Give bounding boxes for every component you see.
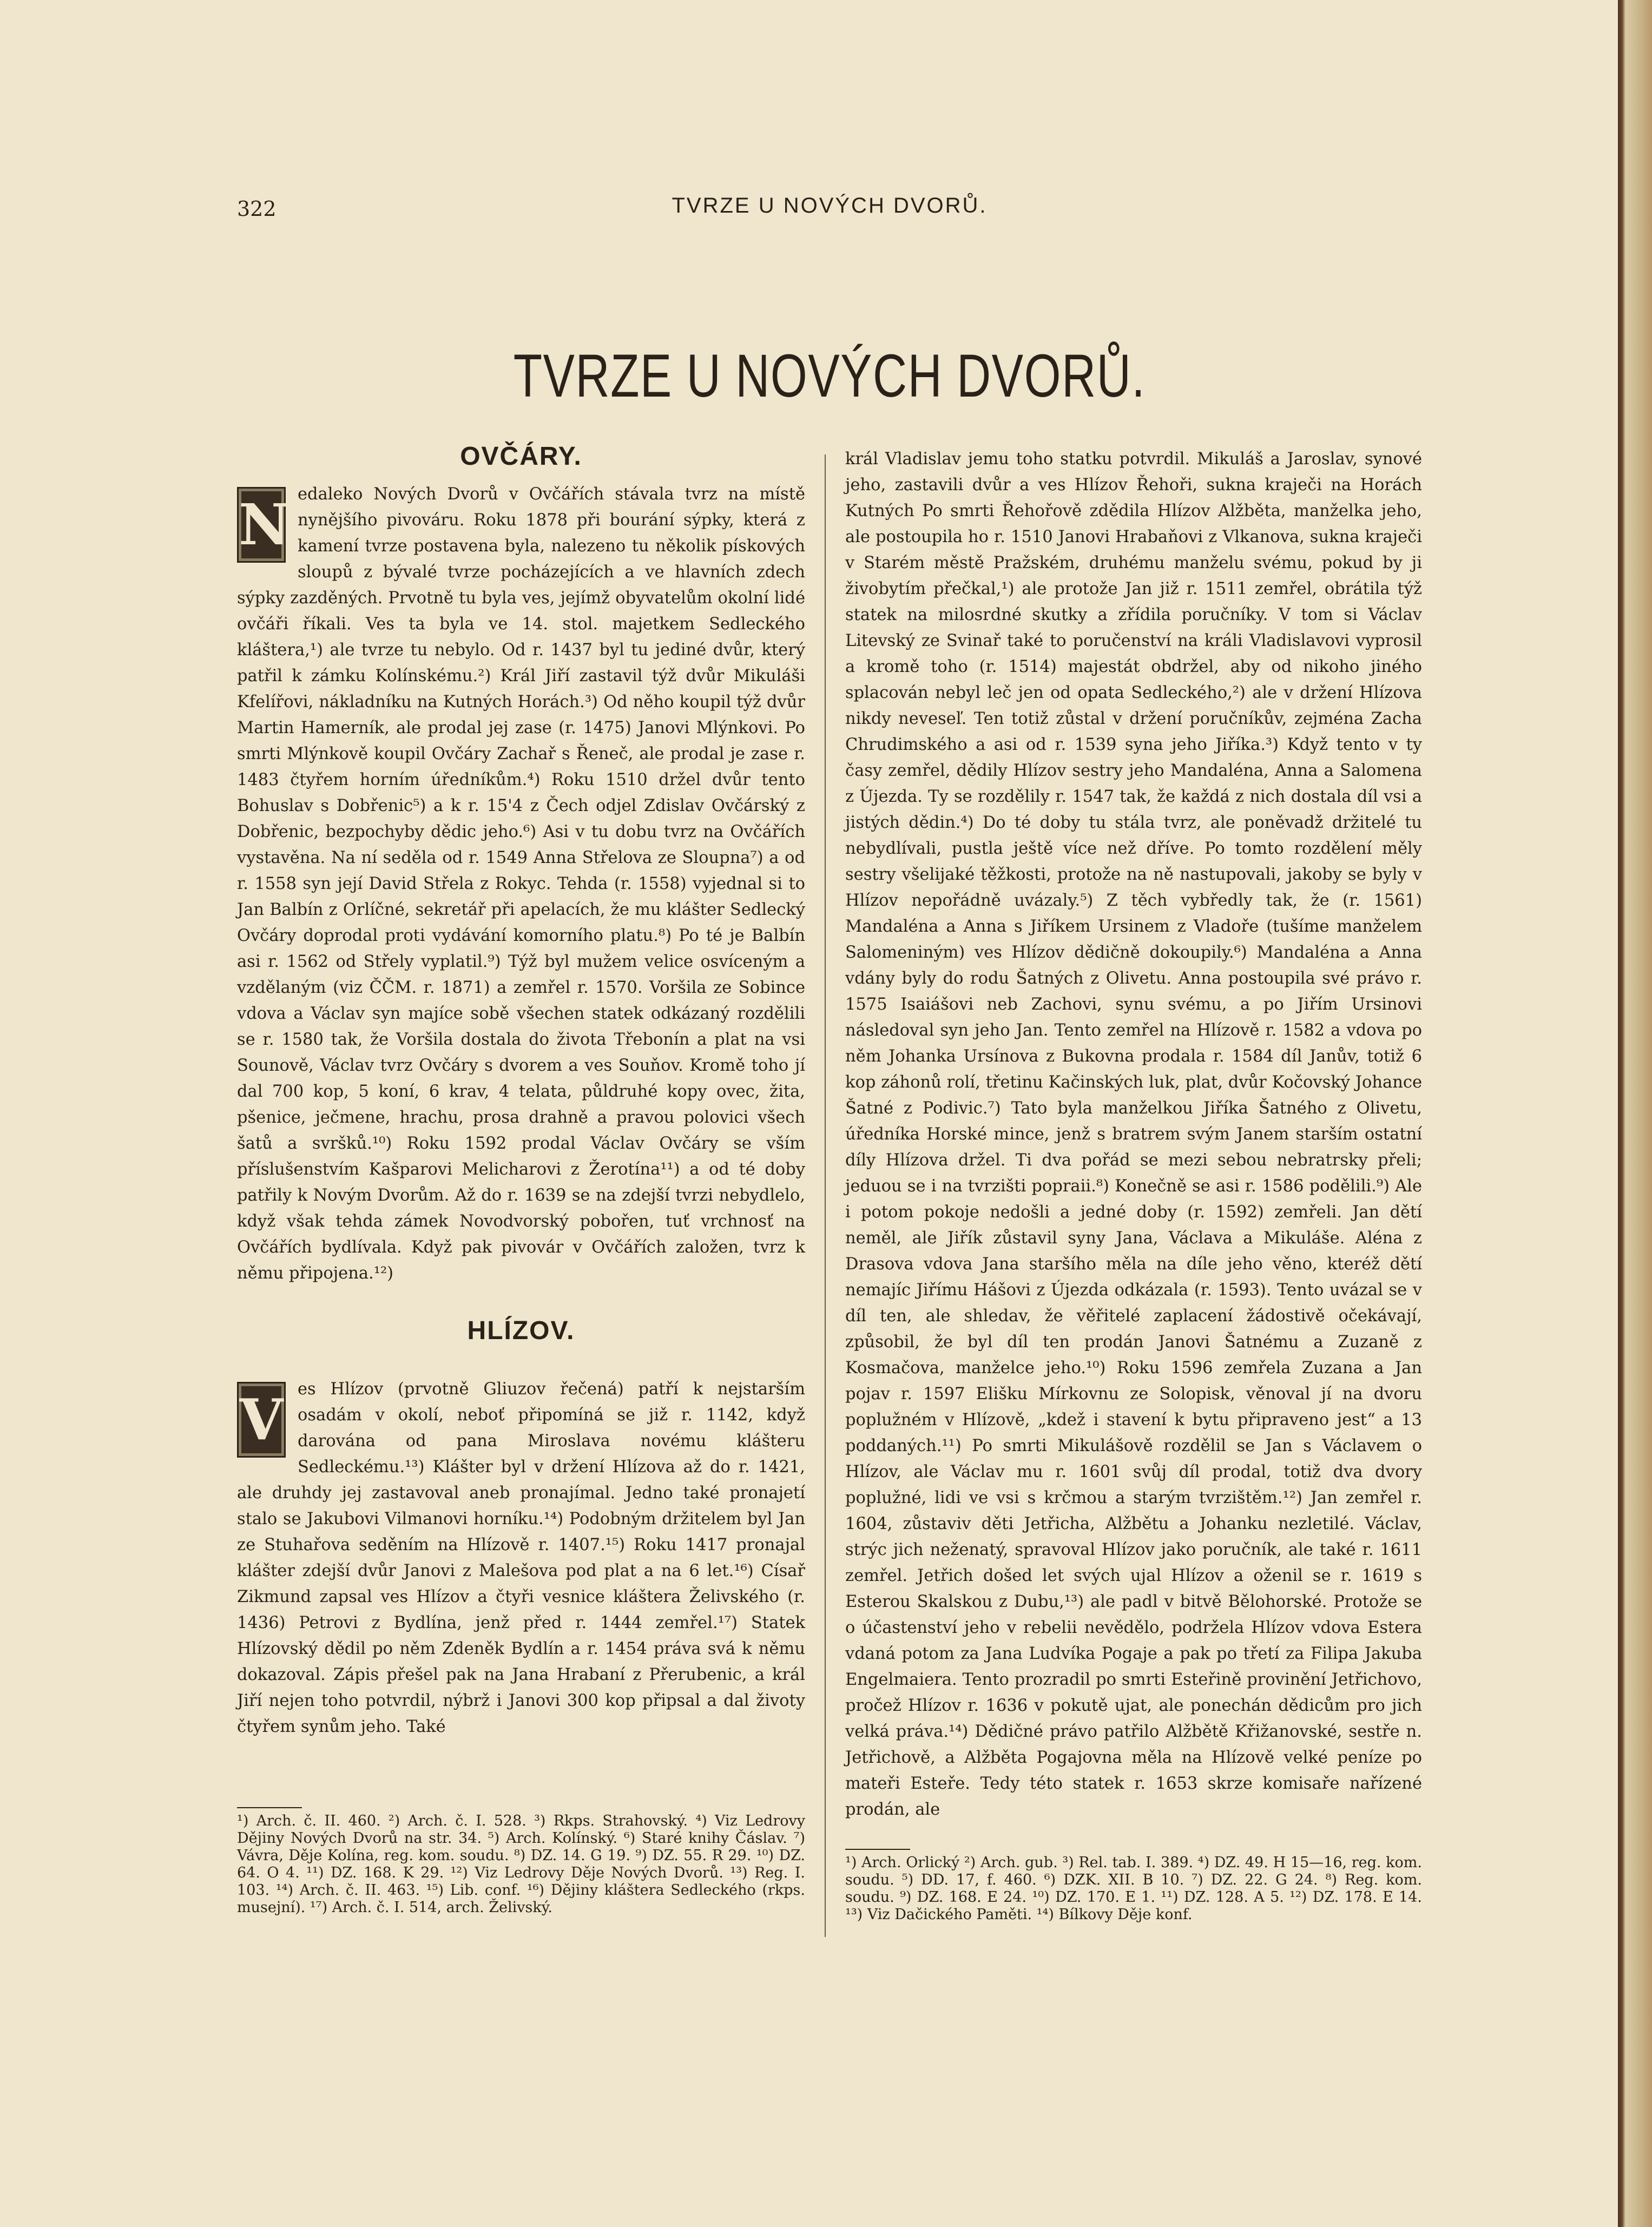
footnotes-right	[845, 1849, 1422, 1923]
footnote-rule	[845, 1849, 910, 1850]
paragraph-hlizov-text: es Hlízov (prvotně Gliuzov řečená) patří k nejstarším osadám v okolí, neboť připomíná se již r. 1142, když darována od pana Miroslava novému klášteru Sedleckému.¹³) Klášter byl v držení Hlízova až do r. 1421, ale druhdy jej zastavoval aneb pronajímal. Jedno také pronajetí stalo se Jakubovi Vilmanovi horníku.¹⁴) Podobným držitelem byl Jan ze Stuhařova seděním na Hlízově r. 1407.¹⁵) Roku 1417 pronajal klášter zdejší dvůr Janovi z Malešova pod plat a na 6 let.¹⁶) Císař Zikmund zapsal ves Hlízov a čtyři vesnice kláštera Želivského (r. 1436) Petrovi z Bydlína, jenž před r. 1444 zemřel.¹⁷) Statek Hlízovský dědil po něm Zdeněk Bydlín a r. 1454 práva svá k němu dokazoval. Zápis přešel pak na Jana Hrabaní z Přerubenic, a král Jiří nejen toho potvrdil, nýbrž i Janovi 300 kop připsal a dal životy čtyřem synům jeho. Také	[237, 1380, 805, 1736]
page-number: 322	[237, 197, 277, 221]
section-heading-ovcary: OVČÁRY.	[460, 442, 582, 471]
page-header	[237, 194, 1422, 226]
paragraph-hlizov	[237, 1376, 805, 1740]
footnotes-left	[237, 1807, 805, 1916]
footnotes-left-text: ¹) Arch. č. II. 460. ²) Arch. č. I. 528. ³) Rkps. Strahovský. ⁴) Viz Ledrovy Dějiny Nových Dvorů na str. 34. ⁵) Arch. Kolínský. ⁶) Staré knihy Čáslav. ⁷) Vávra, Děje Kolína, reg. kom. soudu. ⁸) DZ. 14. G 19. ⁹) DZ. 55. R 29. ¹⁰) DZ. 64. O 4. ¹¹) DZ. 168. K 29. ¹²) Viz Ledrovy Děje Nových Dvorů. ¹³) Reg. I. 103. ¹⁴) Arch. č. II. 463. ¹⁵) Lib. conf. ¹⁶) Dějiny kláštera Sedleckého (rkps. musejní). ¹⁷) Arch. č. I. 514, arch. Želivský.	[237, 1813, 805, 1916]
chapter-title: TVRZE U NOVÝCH DVORŮ.	[513, 342, 1146, 410]
paragraph-hlizov-continued: král Vladislav jemu toho statku potvrdil. Mikuláš a Jaroslav, synové jeho, zastavili dvůr a ves Hlízov Řehoři, sukna kraječi na Horách Kutných Po smrti Řehořově zdědila Hlízov Alžběta, manželka jeho, ale postoupila ho r. 1510 Janovi Hrabaňovi z Vlkanova, sukna kraječi v Starém městě Pražském, druhému manželu svému, pokud by ji živobytím přečkal,¹) ale protože Jan již r. 1511 zemřel, obrátila týž statek na milosrdné skutky a zřídila poručníky. V tom si Václav Litevský ze Svinař také to poručenství na králi Vladislavovi vyprosil a kromě toho (r. 1514) majestát obdržel, aby od nikoho jiného splacován nebyl leč jen od opata Sedleckého,²) ale v držení Hlízova nikdy neveseľ. Ten totiž zůstal v držení poručníkův, zejména Zacha Chrudimského a asi od r. 1539 syna jeho Jiříka.³) Když tento v ty časy zemřel, dědily Hlízov sestry jeho Mandaléna, Anna a Salomena z Újezda. Ty se rozdělily r. 1547 tak, že každá z nich dostala díl vsi a jistých dědin.⁴) Do té doby tu stála tvrz, ale poněvadž držitelé tu nebydlívali, pustla ještě více než dříve. Po tomto rozdělení měly sestry všelijaké těžkosti, protože na ně nastupovali, jakoby se byly v Hlízov nepořádně uvázaly.⁵) Z těch vybředly tak, že (r. 1561) Mandaléna a Anna s Jiříkem Ursinem z Vladoře (tušíme manželem Salomeniným) ves Hlízov dědičně dokoupily.⁶) Mandaléna a Anna vdány byly do rodu Šatných z Olivetu. Anna postoupila své právo r. 1575 Isaiášovi neb Zachovi, synu svému, a po Jiřím Ursinovi následoval syn jeho Jan. Tento zemřel na Hlízově r. 1582 a vdova po něm Johanka Ursínova z Bukovna prodala r. 1584 díl Janův, totiž 6 kop záhonů rolí, třetinu Kačinských luk, plat, dvůr Kočovský Johance Šatné z Podivic.⁷) Tato byla manželkou Jiříka Šatného z Olivetu, úředníka Horské mince, jenž s bratrem svým Janem starším ostatní díly Hlízova držel. Ti dva pořád se mezi sebou nebratrsky přeli; jeduou se i na tvrzišti popraii.⁸) Konečně se asi r. 1586 podělili.⁹) Ale i potom pokoje nedošli a jedné doby (r. 1592) zemřeli. Jan dětí neměl, ale Jiřík zůstavil syny Jana, Václava a Mikuláše. Aléna z Drasova vdova Jana staršího měla na díle jeho věno, kteréž dětí nemajíc Jiřímu Hášovi z Újezda odkázala (r. 1593). Tento uvázal se v díl ten, ale shledav, že věřitelé zaplacení žádostivě očekávají, způsobil, že byl díl ten prodán Janovi Šatnému a Zuzaně z Kosmačova, manželce jeho.¹⁰) Roku 1596 zemřela Zuzana a Jan pojav r. 1597 Elišku Mírkovnu ze Solopisk, věnoval jí na dvoru poplužném v Hlízově, „kdež i stavení k bytu připraveno jest“ a 13 poddaných.¹¹) Po smrti Mikulášově rozdělil se Jan s Václavem o Hlízov, ale Václav mu r. 1601 svůj díl prodal, totiž dva dvory poplužné, lidi ve vsi s krčmou a starým tvrzištěm.¹²) Jan zemřel r. 1604, zůstaviv děti Jetřicha, Alžbětu a Johanku nezletilé. Václav, strýc jich neženatý, spravoval Hlízov jako poručník, ale také r. 1611 zemřel. Jetřich došed let svých ujal Hlízov a oženil se r. 1619 s Esterou Skalskou z Dubu,¹³) ale padl v bitvě Bělohorské. Protože se o účastenství jeho v rebelii nevědělo, podržela Hlízov vdova Estera vdaná potom za Jana Ludvíka Pogaje a pak po třetí za Filipa Jakuba Engelmaiera. Tento prozradil po smrti Esteřině provinění Jetřichovo, pročež Hlízov r. 1636 v pokutě ujat, ale ponechán dědicům pro jich velká práva.¹⁴) Dědičné právo patřilo Alžbětě Křižanovské, sestře n. Jetřichově, a Alžběta Pogajovna měla na Hlízově velké peníze po mateři Esteře. Tedy této statek r. 1653 skrze komisaře nařízené prodán, ale	[845, 450, 1422, 1819]
footnotes-right-text: ¹) Arch. Orlický ²) Arch. gub. ³) Rel. tab. I. 389. ⁴) DZ. 49. H 15—16, reg. kom. soudu. ⁵) DD. 17, f. 460. ⁶) DZK. XII. B 10. ⁷) DZ. 22. G 24. ⁸) Reg. kom. soudu. ⁹) DZ. 168. E 24. ¹⁰) DZ. 170. E 1. ¹¹) DZ. 128. A 5. ¹²) DZ. 178. E 14. ¹³) Viz Dačického Paměti. ¹⁴) Bílkovy Děje konf.	[845, 1854, 1422, 1923]
footnote-rule	[237, 1807, 302, 1808]
drop-cap-n: N	[237, 487, 286, 563]
drop-cap-v: V	[237, 1382, 286, 1458]
page-edge-binding	[1618, 0, 1652, 2227]
left-column	[237, 444, 805, 1740]
right-column	[845, 446, 1422, 1823]
paragraph-ovcary	[237, 482, 805, 1287]
column-divider	[825, 454, 826, 1937]
running-head: TVRZE U NOVÝCH DVORŮ.	[672, 194, 988, 218]
section-heading-hlizov: HLÍZOV.	[467, 1316, 575, 1345]
paragraph-ovcary-text: edaleko Nových Dvorů v Ovčářích stávala tvrz na místě nynějšího pivováru. Roku 1878 při bourání sýpky, která z kamení tvrze postavena byla, nalezeno tu několik pískových sloupů z bývalé tvrze pocházejících a ve hlavních zdech sýpky zazděných. Prvotně tu byla ves, jejímž obyvatelům okolní lidé ovčáři říkali. Ves ta byla ve 14. stol. majetkem Sedleckého kláštera,¹) ale tvrze tu nebylo. Od r. 1437 byl tu jediné dvůr, který patřil k zámku Kolínskému.²) Král Jiří zastavil týž dvůr Mikuláši Kfelířovi, nákladníku na Kutných Horách.³) Od něho koupil týž dvůr Martin Hamerník, ale prodal jej zase (r. 1475) Janovi Mlýnkovi. Po smrti Mlýnkově koupil Ovčáry Zachař s Řeneč, ale prodal je zase r. 1483 čtyřem horním úředníkům.⁴) Roku 1510 držel dvůr tento Bohuslav s Dobřenic⁵) a k r. 15'4 z Čech odjel Zdislav Ovčárský z Dobřenic, bezpochyby dědic jeho.⁶) Asi v tu dobu tvrz na Ovčářích vystavěna. Na ní seděla od r. 1549 Anna Střelova ze Sloupna⁷) a od r. 1558 syn její David Střela z Rokyc. Tehda (r. 1558) vyjednal si to Jan Balbín z Orlíčné, sekretář při apelacích, že mu klášter Sedlecký Ovčáry doprodal proti vydávání komorního platu.⁸) Po té je Balbín asi r. 1562 od Střely vyplatil.⁹) Týž byl mužem velice osvíceným a vzdělaným (viz ČČM. r. 1871) a zemřel r. 1570. Voršila ze Sobince vdova a Václav syn majíce sobě všechen statek odkázaný rozdělili se r. 1580 tak, že Voršila dostala do života Třebonín a plat na vsi Sounově, Václav tvrz Ovčáry s dvorem a ves Souňov. Kromě toho jí dal 700 kop, 5 koní, 6 krav, 4 telata, půldruhé kopy ovec, žita, pšenice, ječmene, hrachu, prosa drahně a pravou polovici všech šatů a svršků.¹⁰) Roku 1592 prodal Václav Ovčáry se vším příslušenstvím Kašparovi Melicharovi z Žerotína¹¹) a od té doby patřily k Novým Dvorům. Až do r. 1639 se na zdejší tvrzi nebydlelo, když však tehda zámek Novodvorský pobořen, tuť vrchnosť na Ovčářích bydlívala. Když pak pivovár v Ovčářích založen, tvrz k němu připojena.¹²)	[237, 485, 805, 1283]
